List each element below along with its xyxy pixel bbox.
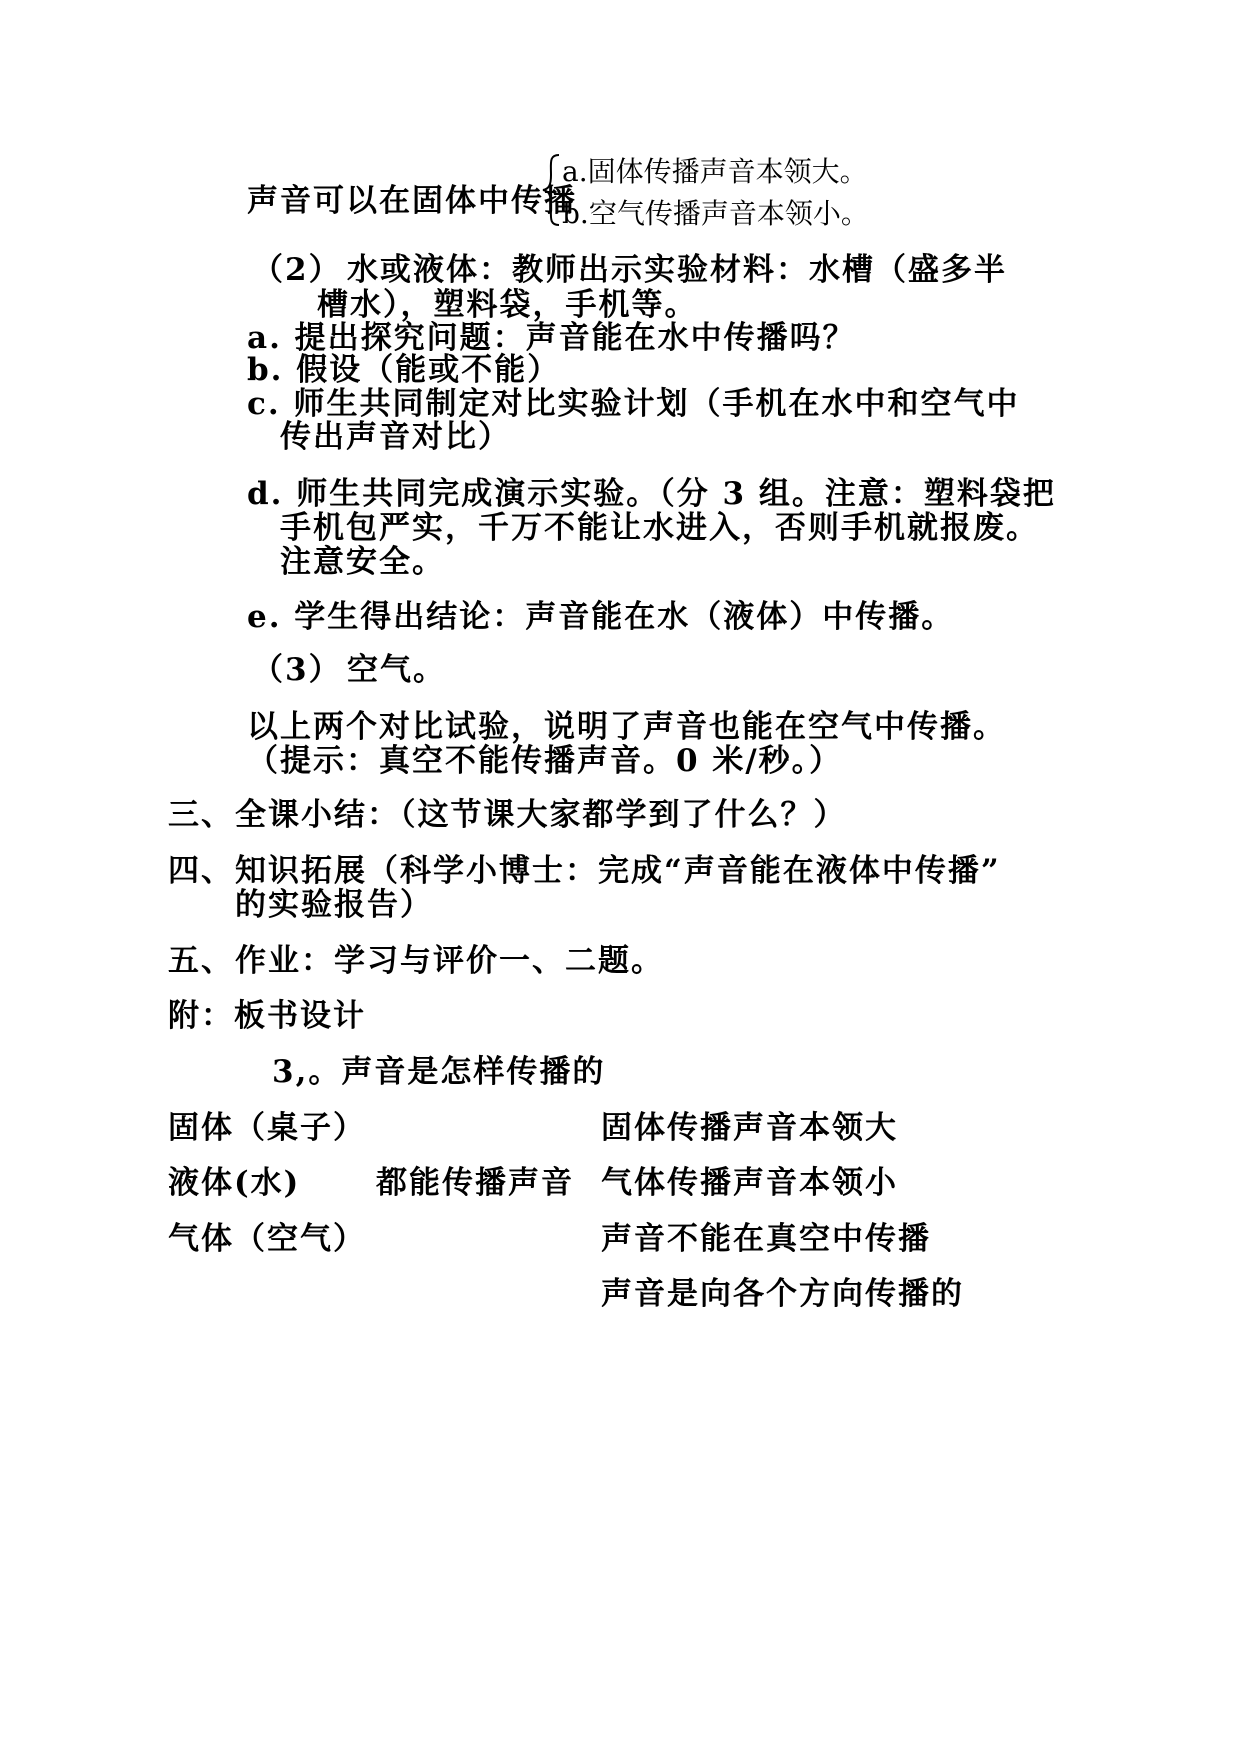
board-title: 3,。声音是怎样传播的 [272, 1054, 606, 1090]
board-left-2: 液体(水) [168, 1165, 301, 1201]
part3-text: 全课小结：（这节课大家都学到了什么？） [235, 797, 847, 833]
summary-line2: （提示：真空不能传播声音。0 米/秒。） [247, 743, 843, 779]
summary-line1: 以上两个对比试验，说明了声音也能在空气中传播。 [247, 709, 1006, 745]
brace-item-a: a.固体传播声音本领大。 [562, 155, 868, 188]
step-a: a. 提出探究问题：声音能在水中传播吗？ [247, 320, 856, 356]
part5-number: 五、 [168, 943, 234, 979]
board-left-3: 气体（空气） [168, 1221, 366, 1257]
part5-text: 作业：学习与评价一、二题。 [235, 943, 664, 979]
section3-marker: （3） [252, 652, 342, 688]
section2-line1: 水或液体：教师出示实验材料：水槽（盛多半 [347, 252, 1007, 288]
section2-marker: （2） [252, 252, 342, 288]
part4-line1: 知识拓展（科学小博士：完成“声音能在液体中传播” [235, 853, 1001, 889]
step-d-line1: d. 师生共同完成演示实验。（分 3 组。注意：塑料袋把 [247, 476, 1056, 512]
step-d-line3: 注意安全。 [280, 544, 445, 580]
board-right-4: 声音是向各个方向传播的 [601, 1276, 964, 1312]
board-left-1: 固体（桌子） [168, 1110, 366, 1146]
step-d-line2: 手机包严实，千万不能让水进入，否则手机就报废。 [280, 510, 1039, 546]
part4-line2: 的实验报告） [235, 887, 433, 923]
step-c-line2: 传出声音对比） [280, 419, 511, 455]
board-middle: 都能传播声音 [376, 1165, 574, 1201]
step-b: b. 假设（能或不能） [247, 352, 561, 388]
section2-line2: 槽水），塑料袋，手机等。 [317, 287, 698, 323]
part4-number: 四、 [168, 853, 234, 889]
appendix-label: 附：板书设计 [168, 998, 366, 1034]
brace-lead: 声音可以在固体中传播 [247, 183, 577, 219]
board-right-3: 声音不能在真空中传播 [601, 1221, 931, 1257]
part3-number: 三、 [168, 797, 234, 833]
brace-item-b: b.空气传播声音本领小。 [562, 197, 869, 230]
board-right-2: 气体传播声音本领小 [601, 1165, 898, 1201]
curly-brace-icon [541, 153, 563, 227]
step-c-line1: c. 师生共同制定对比实验计划（手机在水中和空气中 [247, 386, 1020, 422]
section3-text: 空气。 [347, 652, 446, 688]
step-e: e. 学生得出结论：声音能在水（液体）中传播。 [247, 599, 955, 635]
board-right-1: 固体传播声音本领大 [601, 1110, 898, 1146]
